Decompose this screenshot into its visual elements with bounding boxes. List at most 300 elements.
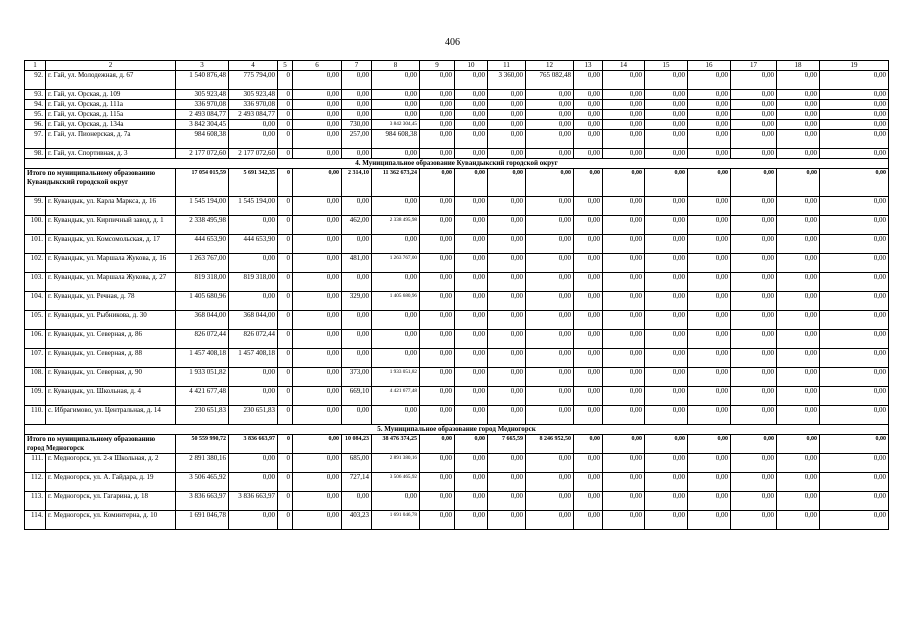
row-index: 99. bbox=[25, 197, 46, 216]
total-cell: 0,00 bbox=[777, 435, 820, 454]
value-cell: 0,00 bbox=[526, 149, 574, 159]
value-cell: 0,00 bbox=[645, 197, 688, 216]
value-cell: 0,00 bbox=[574, 511, 603, 530]
value-cell: 0,00 bbox=[526, 254, 574, 273]
value-cell: 0,00 bbox=[420, 368, 455, 387]
value-cell: 3 506 465,92 bbox=[176, 473, 229, 492]
address-cell: г. Медногорск, ул. Коминтерна, д. 10 bbox=[46, 511, 176, 530]
value-cell: 0,00 bbox=[603, 292, 645, 311]
value-cell: 0,00 bbox=[574, 90, 603, 100]
value-cell: 0,00 bbox=[574, 254, 603, 273]
value-cell: 0,00 bbox=[777, 149, 820, 159]
value-cell: 0,00 bbox=[293, 149, 342, 159]
value-cell: 0,00 bbox=[645, 149, 688, 159]
address-cell: г. Медногорск, ул. А. Гайдара, д. 19 bbox=[46, 473, 176, 492]
value-cell: 0,00 bbox=[526, 473, 574, 492]
value-cell: 0,00 bbox=[420, 235, 455, 254]
value-cell: 0,00 bbox=[526, 292, 574, 311]
value-cell: 0 bbox=[278, 311, 293, 330]
section-heading: 4. Муниципальное образование Кувандыкский городской округ bbox=[25, 159, 889, 169]
value-cell: 0,00 bbox=[645, 292, 688, 311]
address-cell: г. Гай, ул. Пионерская, д. 7а bbox=[46, 130, 176, 149]
address-cell: г. Гай, ул. Спортивная, д. 3 bbox=[46, 149, 176, 159]
total-cell: 17 054 015,59 bbox=[176, 169, 229, 197]
total-cell: 0,00 bbox=[420, 169, 455, 197]
value-cell: 0,00 bbox=[229, 292, 278, 311]
address-cell: г. Кувандык, ул. Северная, д. 86 bbox=[46, 330, 176, 349]
value-cell: 685,00 bbox=[342, 454, 372, 473]
value-cell: 0,00 bbox=[488, 197, 526, 216]
value-cell: 819 318,00 bbox=[176, 273, 229, 292]
value-cell: 0 bbox=[278, 349, 293, 368]
value-cell: 0 bbox=[278, 130, 293, 149]
value-cell: 0,00 bbox=[645, 311, 688, 330]
value-cell: 0,00 bbox=[731, 406, 777, 425]
value-cell: 669,10 bbox=[342, 387, 372, 406]
value-cell: 0,00 bbox=[488, 368, 526, 387]
value-cell: 0,00 bbox=[603, 454, 645, 473]
total-cell: 0,00 bbox=[574, 435, 603, 454]
address-cell: г. Кувандык, ул. Комсомольская, д. 17 bbox=[46, 235, 176, 254]
row-index: 96. bbox=[25, 120, 46, 130]
value-cell: 368 044,00 bbox=[229, 311, 278, 330]
value-cell: 0,00 bbox=[574, 330, 603, 349]
value-cell: 0,00 bbox=[645, 454, 688, 473]
value-cell: 0,00 bbox=[342, 100, 372, 110]
value-cell: 0,00 bbox=[731, 349, 777, 368]
value-cell: 0,00 bbox=[574, 120, 603, 130]
value-cell: 3 360,00 bbox=[488, 71, 526, 90]
value-cell: 0,00 bbox=[526, 100, 574, 110]
total-cell: 0,00 bbox=[731, 169, 777, 197]
value-cell: 3 506 465,92 bbox=[372, 473, 420, 492]
value-cell: 0,00 bbox=[688, 100, 731, 110]
value-cell: 0,00 bbox=[731, 368, 777, 387]
value-cell: 0,00 bbox=[603, 387, 645, 406]
column-number-3: 3 bbox=[176, 61, 229, 71]
value-cell: 336 970,08 bbox=[229, 100, 278, 110]
value-cell: 0,00 bbox=[731, 216, 777, 235]
value-cell: 0 bbox=[278, 235, 293, 254]
value-cell: 0,00 bbox=[420, 149, 455, 159]
table-row bbox=[25, 90, 889, 100]
value-cell: 0,00 bbox=[455, 492, 488, 511]
value-cell: 0,00 bbox=[574, 273, 603, 292]
value-cell: 0,00 bbox=[488, 492, 526, 511]
value-cell: 0,00 bbox=[820, 90, 889, 100]
table-row bbox=[25, 216, 889, 235]
value-cell: 0,00 bbox=[820, 120, 889, 130]
value-cell: 0,00 bbox=[731, 197, 777, 216]
total-row bbox=[25, 435, 889, 454]
value-cell: 0,00 bbox=[777, 90, 820, 100]
value-cell: 0,00 bbox=[777, 311, 820, 330]
row-index: 114. bbox=[25, 511, 46, 530]
address-cell: г. Гай, ул. Молодежная, д. 67 bbox=[46, 71, 176, 90]
address-cell: г. Гай, ул. Орская, д. 115а bbox=[46, 110, 176, 120]
value-cell: 0,00 bbox=[488, 100, 526, 110]
value-cell: 0,00 bbox=[777, 492, 820, 511]
column-number-11: 11 bbox=[488, 61, 526, 71]
value-cell: 0,00 bbox=[603, 110, 645, 120]
value-cell: 0,00 bbox=[455, 100, 488, 110]
total-cell: 7 665,59 bbox=[488, 435, 526, 454]
value-cell: 0,00 bbox=[229, 216, 278, 235]
value-cell: 0 bbox=[278, 406, 293, 425]
row-index: 111. bbox=[25, 454, 46, 473]
value-cell: 0,00 bbox=[688, 130, 731, 149]
value-cell: 0,00 bbox=[229, 120, 278, 130]
value-cell: 230 651,83 bbox=[176, 406, 229, 425]
total-cell: 11 362 673,24 bbox=[372, 169, 420, 197]
value-cell: 0,00 bbox=[645, 235, 688, 254]
table-row bbox=[25, 492, 889, 511]
row-index: 93. bbox=[25, 90, 46, 100]
value-cell: 368 044,00 bbox=[176, 311, 229, 330]
total-cell: 0,00 bbox=[820, 435, 889, 454]
total-cell: 50 559 990,72 bbox=[176, 435, 229, 454]
total-cell: 0,00 bbox=[645, 435, 688, 454]
value-cell: 0,00 bbox=[293, 492, 342, 511]
table-row bbox=[25, 120, 889, 130]
row-index: 108. bbox=[25, 368, 46, 387]
total-cell: 0,00 bbox=[455, 435, 488, 454]
value-cell: 0,00 bbox=[526, 311, 574, 330]
value-cell: 0,00 bbox=[293, 368, 342, 387]
value-cell: 0,00 bbox=[688, 492, 731, 511]
value-cell: 0,00 bbox=[488, 292, 526, 311]
value-cell: 0,00 bbox=[455, 330, 488, 349]
row-index: 94. bbox=[25, 100, 46, 110]
value-cell: 0,00 bbox=[488, 349, 526, 368]
value-cell: 0,00 bbox=[777, 368, 820, 387]
address-cell: г. Медногорск, ул. Гагарина, д. 18 bbox=[46, 492, 176, 511]
value-cell: 0,00 bbox=[603, 492, 645, 511]
value-cell: 0,00 bbox=[820, 387, 889, 406]
value-cell: 0,00 bbox=[777, 100, 820, 110]
value-cell: 3 836 663,97 bbox=[176, 492, 229, 511]
value-cell: 984 608,38 bbox=[372, 130, 420, 149]
row-index: 113. bbox=[25, 492, 46, 511]
value-cell: 0,00 bbox=[645, 349, 688, 368]
value-cell: 0,00 bbox=[777, 71, 820, 90]
column-number-8: 8 bbox=[372, 61, 420, 71]
value-cell: 0 bbox=[278, 71, 293, 90]
value-cell: 0,00 bbox=[526, 90, 574, 100]
value-cell: 0 bbox=[278, 387, 293, 406]
value-cell: 0,00 bbox=[526, 511, 574, 530]
value-cell: 305 923,48 bbox=[176, 90, 229, 100]
value-cell: 727,14 bbox=[342, 473, 372, 492]
value-cell: 0,00 bbox=[820, 71, 889, 90]
column-number-18: 18 bbox=[777, 61, 820, 71]
address-cell: г. Кувандык, ул. Речная, д. 78 bbox=[46, 292, 176, 311]
value-cell: 0,00 bbox=[688, 273, 731, 292]
row-index: 107. bbox=[25, 349, 46, 368]
value-cell: 819 318,00 bbox=[229, 273, 278, 292]
value-cell: 0,00 bbox=[420, 349, 455, 368]
value-cell: 0,00 bbox=[688, 330, 731, 349]
value-cell: 0,00 bbox=[574, 110, 603, 120]
address-cell: г. Кувандык, ул. Рыбникова, д. 30 bbox=[46, 311, 176, 330]
value-cell: 0,00 bbox=[293, 71, 342, 90]
value-cell: 0,00 bbox=[526, 368, 574, 387]
total-cell: 0,00 bbox=[688, 435, 731, 454]
value-cell: 1 263 767,00 bbox=[176, 254, 229, 273]
value-cell: 0,00 bbox=[526, 235, 574, 254]
value-cell: 0,00 bbox=[574, 100, 603, 110]
total-cell: 0,00 bbox=[455, 169, 488, 197]
value-cell: 0,00 bbox=[420, 454, 455, 473]
table-row bbox=[25, 110, 889, 120]
table-row bbox=[25, 330, 889, 349]
value-cell: 0,00 bbox=[526, 406, 574, 425]
value-cell: 0,00 bbox=[777, 216, 820, 235]
value-cell: 0,00 bbox=[293, 120, 342, 130]
row-index: 109. bbox=[25, 387, 46, 406]
value-cell: 0,00 bbox=[455, 406, 488, 425]
value-cell: 481,00 bbox=[342, 254, 372, 273]
value-cell: 0,00 bbox=[688, 71, 731, 90]
value-cell: 0,00 bbox=[688, 368, 731, 387]
value-cell: 0,00 bbox=[372, 406, 420, 425]
value-cell: 0,00 bbox=[372, 349, 420, 368]
total-cell: 5 691 342,35 bbox=[229, 169, 278, 197]
total-label: Итого по муниципальному образованию Кувандыкский городской округ bbox=[25, 169, 176, 197]
total-cell: 0,00 bbox=[688, 169, 731, 197]
value-cell: 0,00 bbox=[645, 216, 688, 235]
value-cell: 0,00 bbox=[455, 273, 488, 292]
value-cell: 0,00 bbox=[488, 473, 526, 492]
value-cell: 826 072,44 bbox=[176, 330, 229, 349]
value-cell: 0,00 bbox=[455, 387, 488, 406]
value-cell: 4 421 677,48 bbox=[372, 387, 420, 406]
column-number-19: 19 bbox=[820, 61, 889, 71]
value-cell: 0,00 bbox=[455, 71, 488, 90]
value-cell: 0,00 bbox=[688, 406, 731, 425]
value-cell: 0,00 bbox=[229, 387, 278, 406]
value-cell: 2 177 072,60 bbox=[176, 149, 229, 159]
value-cell: 0,00 bbox=[603, 406, 645, 425]
value-cell: 2 177 072,60 bbox=[229, 149, 278, 159]
value-cell: 0,00 bbox=[645, 100, 688, 110]
value-cell: 0,00 bbox=[455, 197, 488, 216]
total-row bbox=[25, 169, 889, 197]
value-cell: 0,00 bbox=[603, 254, 645, 273]
value-cell: 0,00 bbox=[342, 90, 372, 100]
value-cell: 0,00 bbox=[488, 406, 526, 425]
value-cell: 0,00 bbox=[420, 511, 455, 530]
address-cell: г. Кувандык, ул. Маршала Жукова, д. 16 bbox=[46, 254, 176, 273]
value-cell: 0,00 bbox=[372, 197, 420, 216]
value-cell: 0,00 bbox=[574, 71, 603, 90]
value-cell: 0,00 bbox=[574, 473, 603, 492]
row-index: 100. bbox=[25, 216, 46, 235]
value-cell: 0,00 bbox=[603, 473, 645, 492]
value-cell: 0,00 bbox=[488, 149, 526, 159]
value-cell: 0,00 bbox=[688, 216, 731, 235]
value-cell: 0,00 bbox=[777, 349, 820, 368]
value-cell: 2 891 380,16 bbox=[372, 454, 420, 473]
value-cell: 1 933 051,82 bbox=[176, 368, 229, 387]
value-cell: 0,00 bbox=[229, 511, 278, 530]
value-cell: 0,00 bbox=[229, 368, 278, 387]
value-cell: 0 bbox=[278, 90, 293, 100]
table-row bbox=[25, 349, 889, 368]
value-cell: 0,00 bbox=[420, 406, 455, 425]
column-number-5: 5 bbox=[278, 61, 293, 71]
table-body bbox=[25, 71, 889, 530]
value-cell: 0,00 bbox=[293, 473, 342, 492]
value-cell: 0,00 bbox=[731, 90, 777, 100]
value-cell: 0,00 bbox=[420, 330, 455, 349]
value-cell: 0 bbox=[278, 110, 293, 120]
value-cell: 0,00 bbox=[731, 311, 777, 330]
value-cell: 0,00 bbox=[293, 454, 342, 473]
value-cell: 0,00 bbox=[574, 454, 603, 473]
value-cell: 0,00 bbox=[777, 235, 820, 254]
section-heading-row bbox=[25, 425, 889, 435]
value-cell: 0,00 bbox=[574, 406, 603, 425]
value-cell: 1 545 194,00 bbox=[229, 197, 278, 216]
value-cell: 0,00 bbox=[603, 216, 645, 235]
value-cell: 0 bbox=[278, 197, 293, 216]
total-cell: 8 246 952,50 bbox=[526, 435, 574, 454]
value-cell: 0,00 bbox=[420, 492, 455, 511]
value-cell: 0,00 bbox=[488, 330, 526, 349]
value-cell: 0,00 bbox=[342, 149, 372, 159]
address-cell: г. Кувандык, ул. Школьная, д. 4 bbox=[46, 387, 176, 406]
table-row bbox=[25, 100, 889, 110]
address-cell: г. Гай, ул. Орская, д. 111а bbox=[46, 100, 176, 110]
value-cell: 0,00 bbox=[488, 130, 526, 149]
total-cell: 0,00 bbox=[731, 435, 777, 454]
column-number-9: 9 bbox=[420, 61, 455, 71]
value-cell: 0,00 bbox=[574, 216, 603, 235]
table-row bbox=[25, 473, 889, 492]
value-cell: 0,00 bbox=[820, 406, 889, 425]
value-cell: 0,00 bbox=[293, 254, 342, 273]
value-cell: 0,00 bbox=[420, 387, 455, 406]
value-cell: 0,00 bbox=[688, 149, 731, 159]
value-cell: 0,00 bbox=[777, 120, 820, 130]
value-cell: 0,00 bbox=[293, 100, 342, 110]
value-cell: 0,00 bbox=[342, 406, 372, 425]
value-cell: 0,00 bbox=[420, 110, 455, 120]
address-cell: г. Кувандык, ул. Северная, д. 88 bbox=[46, 349, 176, 368]
value-cell: 0,00 bbox=[688, 120, 731, 130]
value-cell: 0,00 bbox=[603, 120, 645, 130]
value-cell: 775 794,00 bbox=[229, 71, 278, 90]
value-cell: 0,00 bbox=[342, 71, 372, 90]
value-cell: 0,00 bbox=[777, 292, 820, 311]
value-cell: 0,00 bbox=[372, 330, 420, 349]
value-cell: 1 691 046,78 bbox=[372, 511, 420, 530]
value-cell: 0,00 bbox=[420, 71, 455, 90]
value-cell: 0,00 bbox=[574, 492, 603, 511]
row-index: 95. bbox=[25, 110, 46, 120]
row-index: 92. bbox=[25, 71, 46, 90]
value-cell: 0,00 bbox=[420, 292, 455, 311]
value-cell: 0,00 bbox=[645, 368, 688, 387]
value-cell: 0,00 bbox=[731, 110, 777, 120]
value-cell: 0,00 bbox=[603, 130, 645, 149]
value-cell: 0,00 bbox=[488, 235, 526, 254]
value-cell: 0,00 bbox=[731, 100, 777, 110]
value-cell: 0,00 bbox=[372, 273, 420, 292]
address-cell: г. Кувандык, ул. Кирпичный завод, д. 1 bbox=[46, 216, 176, 235]
value-cell: 0,00 bbox=[455, 349, 488, 368]
value-cell: 0,00 bbox=[603, 197, 645, 216]
value-cell: 0,00 bbox=[342, 492, 372, 511]
value-cell: 0,00 bbox=[603, 273, 645, 292]
address-cell: г. Гай, ул. Орская, д. 134а bbox=[46, 120, 176, 130]
value-cell: 0,00 bbox=[293, 197, 342, 216]
row-index: 102. bbox=[25, 254, 46, 273]
value-cell: 0,00 bbox=[372, 149, 420, 159]
value-cell: 1 405 680,96 bbox=[176, 292, 229, 311]
value-cell: 0,00 bbox=[645, 71, 688, 90]
value-cell: 0,00 bbox=[820, 311, 889, 330]
value-cell: 0,00 bbox=[820, 368, 889, 387]
value-cell: 0,00 bbox=[455, 149, 488, 159]
value-cell: 0,00 bbox=[603, 90, 645, 100]
value-cell: 257,00 bbox=[342, 130, 372, 149]
value-cell: 1 457 408,18 bbox=[176, 349, 229, 368]
value-cell: 0,00 bbox=[342, 349, 372, 368]
column-number-row bbox=[25, 61, 889, 71]
value-cell: 0 bbox=[278, 492, 293, 511]
total-cell: 0,00 bbox=[820, 169, 889, 197]
value-cell: 0,00 bbox=[820, 235, 889, 254]
value-cell: 0,00 bbox=[645, 387, 688, 406]
table-row bbox=[25, 235, 889, 254]
value-cell: 3 836 663,97 bbox=[229, 492, 278, 511]
value-cell: 0,00 bbox=[488, 454, 526, 473]
value-cell: 0,00 bbox=[820, 216, 889, 235]
value-cell: 0 bbox=[278, 511, 293, 530]
value-cell: 0,00 bbox=[293, 90, 342, 100]
value-cell: 0,00 bbox=[526, 454, 574, 473]
column-number-15: 15 bbox=[645, 61, 688, 71]
value-cell: 0,00 bbox=[820, 100, 889, 110]
value-cell: 0,00 bbox=[645, 492, 688, 511]
value-cell: 0,00 bbox=[574, 368, 603, 387]
value-cell: 826 072,44 bbox=[229, 330, 278, 349]
value-cell: 0,00 bbox=[645, 110, 688, 120]
value-cell: 0,00 bbox=[688, 110, 731, 120]
value-cell: 0,00 bbox=[820, 330, 889, 349]
value-cell: 0,00 bbox=[820, 349, 889, 368]
value-cell: 0,00 bbox=[342, 330, 372, 349]
total-cell: 0,00 bbox=[526, 169, 574, 197]
value-cell: 0,00 bbox=[645, 130, 688, 149]
value-cell: 0,00 bbox=[455, 90, 488, 100]
value-cell: 0,00 bbox=[777, 406, 820, 425]
column-number-13: 13 bbox=[574, 61, 603, 71]
value-cell: 0,00 bbox=[731, 492, 777, 511]
table-row bbox=[25, 511, 889, 530]
value-cell: 0,00 bbox=[455, 473, 488, 492]
address-cell: с. Ибрагимово, ул. Центральная, д. 14 bbox=[46, 406, 176, 425]
value-cell: 0,00 bbox=[372, 235, 420, 254]
value-cell: 0,00 bbox=[688, 473, 731, 492]
value-cell: 0,00 bbox=[229, 454, 278, 473]
value-cell: 0,00 bbox=[645, 254, 688, 273]
value-cell: 0,00 bbox=[731, 130, 777, 149]
value-cell: 0 bbox=[278, 254, 293, 273]
value-cell: 0,00 bbox=[820, 511, 889, 530]
